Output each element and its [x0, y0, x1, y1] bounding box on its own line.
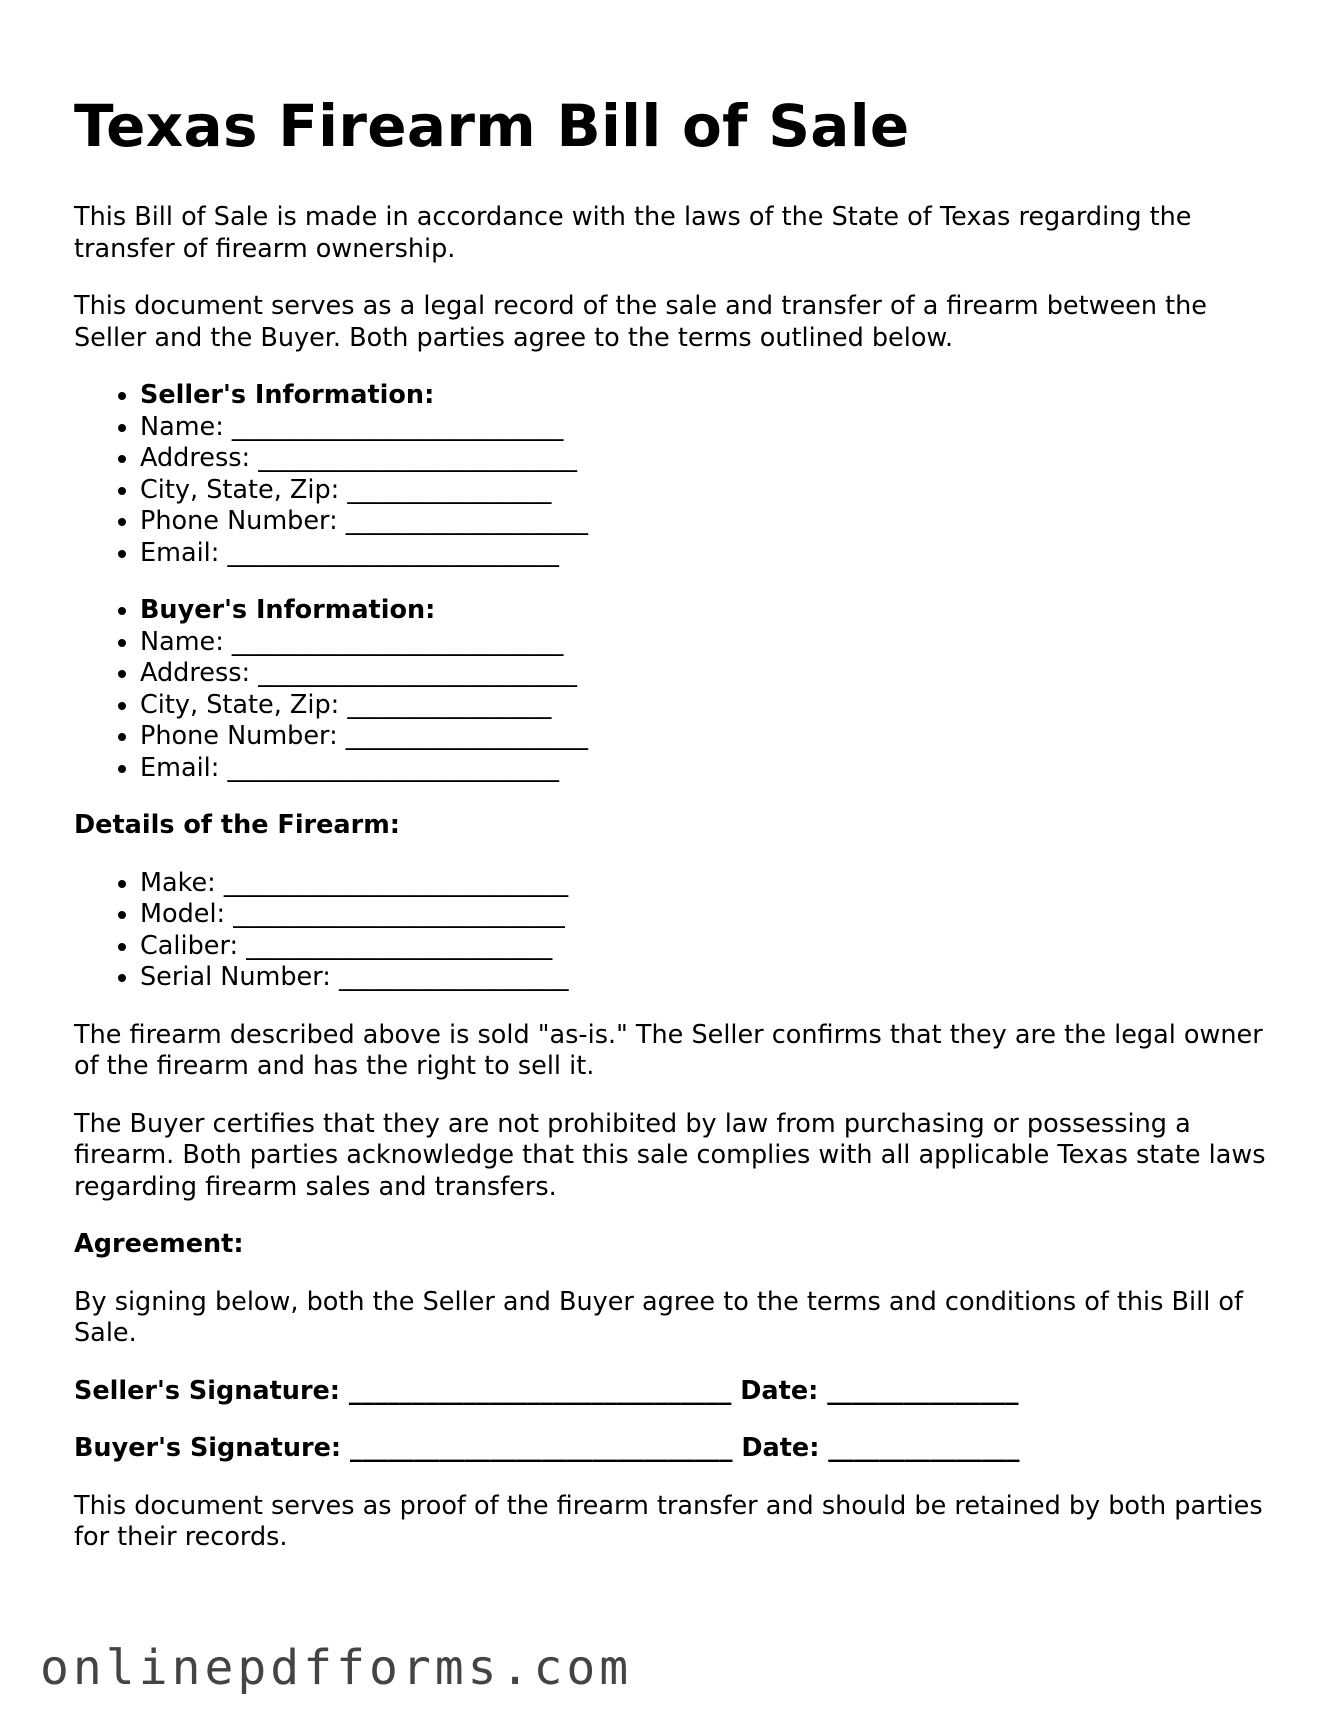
firearm-details-heading: Details of the Firearm:: [74, 810, 400, 840]
buyer-name-field[interactable]: • Name: __________________________: [140, 627, 1274, 659]
terms-paragraph: The firearm described above is sold "as-is." The Seller confirms that they are the legal owner of the firearm and has the right to sell it.: [74, 1019, 1263, 1081]
seller-email-field[interactable]: • Email: __________________________: [140, 538, 1274, 570]
terms-paragraph: The Buyer certifies that they are not prohibited by law from purchasing or possessing a firearm. Both parties acknowledge that this sale complies with all applicable Texas state laws regarding firearm sales and transfers.: [74, 1108, 1266, 1202]
page-title: Texas Firearm Bill of Sale: [74, 92, 910, 160]
seller-info-heading: • Seller's Information:: [140, 380, 1274, 412]
buyer-address-field[interactable]: • Address: _________________________: [140, 658, 1274, 690]
watermark-text: onlinepdfforms.com: [40, 1640, 633, 1696]
firearm-details-list: [74, 868, 1274, 994]
agreement-heading: Agreement:: [74, 1229, 244, 1259]
seller-phone-field[interactable]: • Phone Number: ___________________: [140, 506, 1274, 538]
seller-address-field[interactable]: • Address: _________________________: [140, 443, 1274, 475]
seller-city-state-zip-field[interactable]: • City, State, Zip: ________________: [140, 475, 1274, 507]
buyer-city-state-zip-field[interactable]: • City, State, Zip: ________________: [140, 690, 1274, 722]
buyer-info-list: [74, 595, 1274, 784]
firearm-caliber-field[interactable]: • Caliber: ________________________: [140, 931, 1274, 963]
buyer-signature-line[interactable]: Buyer's Signature: ______________________________ Date: _______________: [74, 1433, 1020, 1463]
buyer-phone-field[interactable]: • Phone Number: ___________________: [140, 721, 1274, 753]
seller-signature-line[interactable]: Seller's Signature: ______________________________ Date: _______________: [74, 1375, 1019, 1406]
seller-name-field[interactable]: • Name: __________________________: [140, 412, 1274, 444]
buyer-email-field[interactable]: • Email: __________________________: [140, 753, 1274, 785]
firearm-model-field[interactable]: • Model: __________________________: [140, 899, 1274, 931]
agreement-text: By signing below, both the Seller and Buyer agree to the terms and conditions of this Bill of Sale.: [74, 1286, 1243, 1348]
firearm-make-field[interactable]: • Make: ___________________________: [140, 868, 1274, 900]
seller-info-list: [74, 380, 1274, 569]
buyer-info-heading: • Buyer's Information:: [140, 595, 1274, 627]
document-page: [74, 88, 1274, 1580]
closing-paragraph: This document serves as proof of the firearm transfer and should be retained by both parties for their records.: [74, 1490, 1263, 1552]
intro-paragraph: This document serves as a legal record of the sale and transfer of a firearm between the Seller and the Buyer. Both parties agree to the terms outlined below.: [74, 291, 1207, 353]
intro-paragraph: This Bill of Sale is made in accordance with the laws of the State of Texas regarding the transfer of firearm ownership.: [74, 202, 1192, 264]
firearm-serial-field[interactable]: • Serial Number: __________________: [140, 962, 1274, 994]
